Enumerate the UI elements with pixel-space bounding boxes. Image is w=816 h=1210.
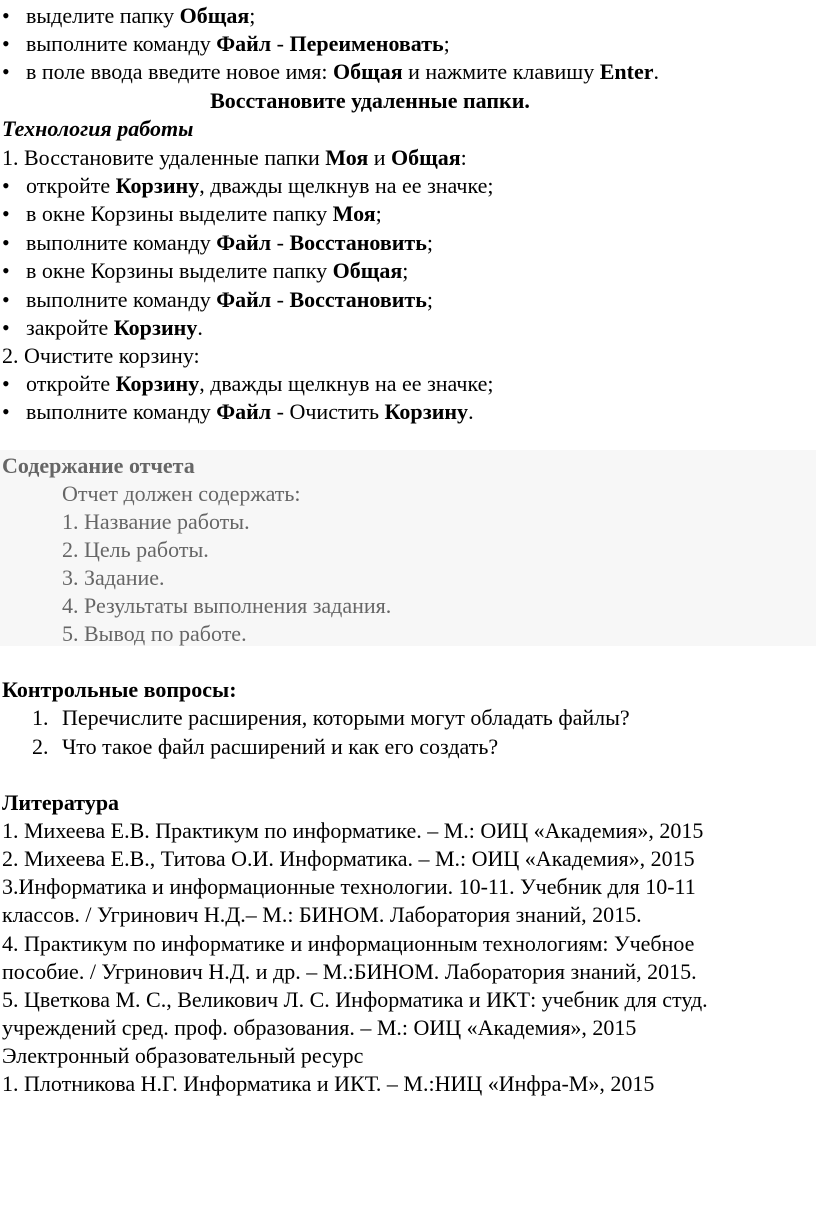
bullet: •: [2, 287, 10, 312]
bullet: •: [2, 399, 10, 424]
report-intro: Отчет должен содержать:: [62, 481, 301, 506]
step-enter-name: • в поле ввода введите новое имя: Общая и нажмите клавишу Enter.: [2, 59, 659, 84]
restore-step: • выполните команду Файл - Восстановить;: [2, 287, 433, 312]
restore-step: • откройте Корзину, дважды щелкнув на ее значке;: [2, 173, 494, 198]
bullet: •: [2, 59, 10, 84]
literature-line: 5. Цветкова М. С., Великович Л. С. Информатика и ИКТ: учебник для студ.: [2, 987, 708, 1012]
question-number: 2.: [32, 734, 49, 759]
clear-step: • откройте Корзину, дважды щелкнув на ее значке;: [2, 371, 494, 396]
question-text: Что такое файл расширений и как его создать?: [62, 734, 499, 759]
literature-line: 2. Михеева Е.В., Титова О.И. Информатика. – М.: ОИЦ «Академия», 2015: [2, 846, 695, 871]
literature-heading: Литература: [2, 790, 120, 815]
electronic-resource-line: 1. Плотникова Н.Г. Информатика и ИКТ. – М.:НИЦ «Инфра-М», 2015: [2, 1071, 655, 1096]
clear-step: • выполните команду Файл - Очистить Корзину.: [2, 399, 474, 424]
literature-line: 1. Михеева Е.В. Практикум по информатике. – М.: ОИЦ «Академия», 2015: [2, 818, 704, 843]
bullet: •: [2, 173, 10, 198]
report-item: 1. Название работы.: [62, 509, 250, 534]
bullet: •: [2, 258, 10, 283]
literature-line: пособие. / Угринович Н.Д. и др. – М.:БИНОМ. Лаборатория знаний, 2015.: [2, 959, 697, 984]
restore-item-2: 2. Очистите корзину:: [2, 343, 200, 368]
literature-line: учреждений сред. проф. образования. – М.: ОИЦ «Академия», 2015: [2, 1015, 637, 1040]
report-item: 5. Вывод по работе.: [62, 621, 247, 646]
question-text: Перечислите расширения, которыми могут обладать файлы?: [62, 705, 630, 730]
question-number: 1.: [32, 705, 49, 730]
technology-label: Технология работы: [2, 116, 194, 141]
restore-step: • в окне Корзины выделите папку Моя;: [2, 201, 382, 226]
restore-step: • в окне Корзины выделите папку Общая;: [2, 258, 409, 283]
bullet: •: [2, 315, 10, 340]
report-heading: Содержание отчета: [2, 453, 195, 478]
bullet: •: [2, 371, 10, 396]
electronic-resource-heading: Электронный образовательный ресурс: [2, 1043, 364, 1068]
step-rename-command: • выполните команду Файл - Переименовать;: [2, 31, 450, 56]
restore-heading: Восстановите удаленные папки.: [210, 88, 530, 113]
bullet: •: [2, 3, 10, 28]
bullet: •: [2, 201, 10, 226]
report-item: 3. Задание.: [62, 565, 165, 590]
literature-line: классов. / Угринович Н.Д.– М.: БИНОМ. Лаборатория знаний, 2015.: [2, 902, 642, 927]
report-item: 2. Цель работы.: [62, 537, 209, 562]
restore-item-1: 1. Восстановите удаленные папки Моя и Общая:: [2, 145, 467, 170]
literature-line: 4. Практикум по информатике и информационным технологиям: Учебное: [2, 931, 695, 956]
report-item: 4. Результаты выполнения задания.: [62, 593, 392, 618]
step-select-folder: • выделите папку Общая;: [2, 3, 256, 28]
questions-heading: Контрольные вопросы:: [2, 677, 237, 702]
literature-line: 3.Информатика и информационные технологии. 10-11. Учебник для 10-11: [2, 874, 696, 899]
bullet: •: [2, 31, 10, 56]
restore-step: • закройте Корзину.: [2, 315, 203, 340]
bullet: •: [2, 230, 10, 255]
restore-step: • выполните команду Файл - Восстановить;: [2, 230, 433, 255]
